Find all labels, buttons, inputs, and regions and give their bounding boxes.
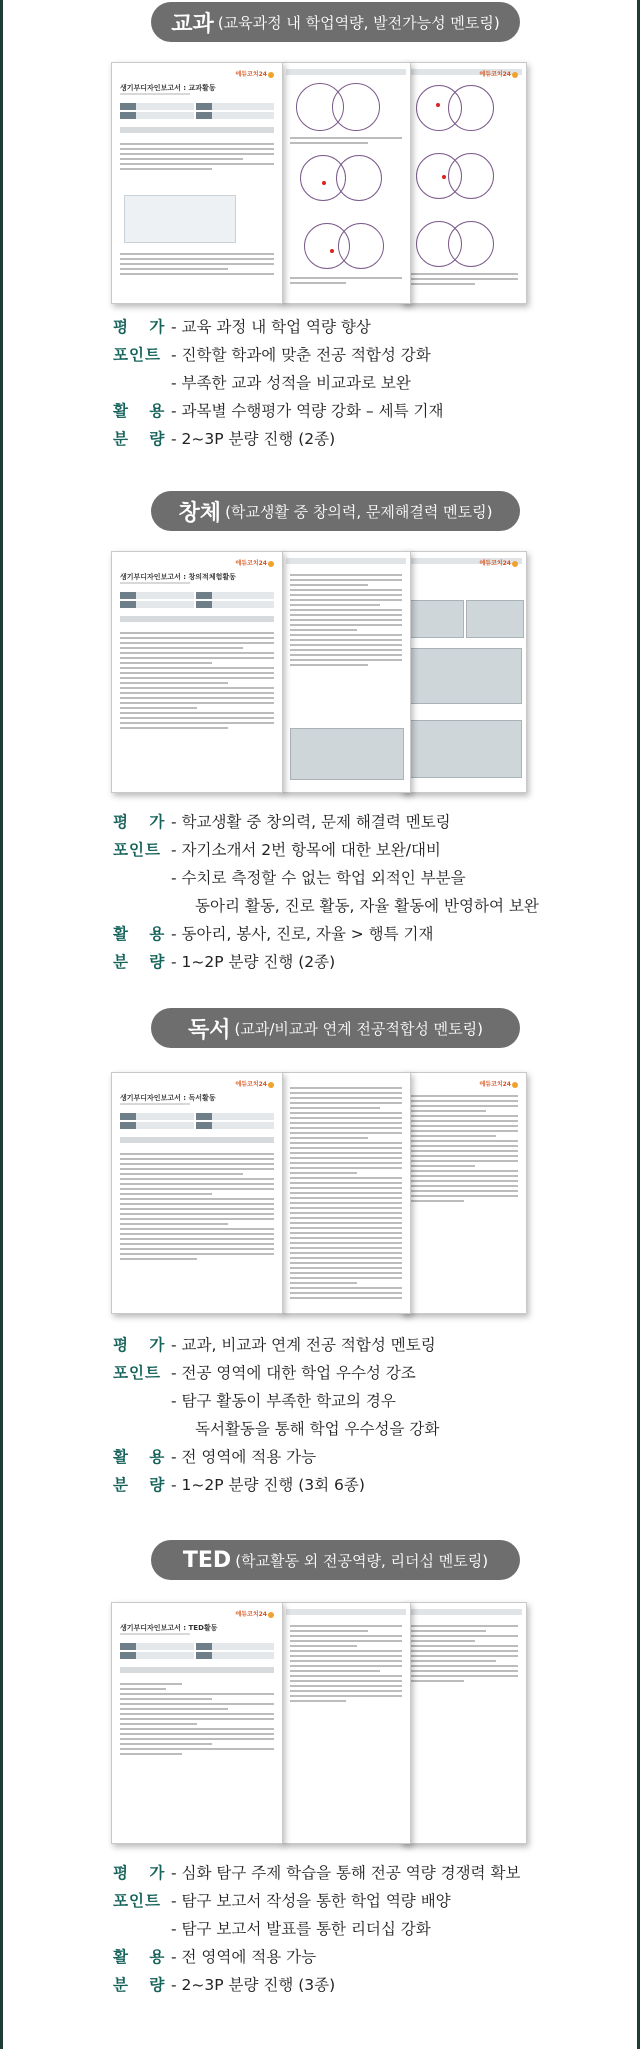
report-page-1 (111, 1602, 283, 1844)
row-value: - 자기소개서 2번 항목에 대한 보완/대비 (171, 841, 441, 859)
red-point-icon (330, 249, 334, 253)
logo-dot-icon (512, 1082, 518, 1088)
row-value: - 탐구 활동이 부족한 학교의 경우 (171, 1392, 396, 1410)
report-page-3 (401, 551, 527, 793)
photo (410, 648, 522, 704)
photo (466, 600, 524, 638)
row-value: 독서활동을 통해 학업 우수성을 강화 (195, 1420, 440, 1438)
row-value: - 동아리, 봉사, 진로, 자율 > 행특 기재 (171, 925, 434, 943)
logo: 에듀코치24 (479, 558, 518, 567)
doc-title: 생기부디자인보고서 : 창의적체험활동 (120, 573, 236, 581)
diagram-circle (448, 85, 494, 131)
report-page-1 (111, 551, 283, 793)
report-page-3 (401, 1602, 527, 1844)
logo-dot-icon (268, 561, 274, 567)
section-subtitle: (학교생활 중 창의력, 문제해결력 멘토링) (225, 502, 493, 521)
row-value: - 학교생활 중 창의력, 문제 해결력 멘토링 (171, 813, 451, 831)
row-label: 평 가 (113, 1336, 173, 1354)
row-value: - 1~2P 분량 진행 (3회 6종) (171, 1476, 365, 1494)
row-value: - 전공 영역에 대한 학업 우수성 강조 (171, 1364, 416, 1382)
diagram-circle (448, 221, 494, 267)
doc-title: 생기부디자인보고서 : 독서활동 (120, 1094, 216, 1102)
row-value: 동아리 활동, 진로 활동, 자율 활동에 반영하여 보완 (195, 897, 539, 915)
section-title: 독서 (188, 1017, 231, 1043)
row-value: - 탐구 보고서 작성을 통한 학업 역량 배양 (171, 1892, 451, 1910)
logo: 에듀코치24 (235, 1609, 274, 1618)
section-details (113, 312, 633, 452)
logo-dot-icon (512, 561, 518, 567)
row-label: 포인트 (113, 841, 161, 859)
row-label: 활 용 (113, 1448, 173, 1466)
report-page-2 (281, 62, 411, 304)
report-preview (111, 1602, 525, 1842)
row-value: - 부족한 교과 성적을 비교과로 보완 (171, 374, 411, 392)
red-point-icon (322, 181, 326, 185)
report-page-3 (401, 62, 527, 304)
section-title: 교과 (171, 11, 214, 37)
logo: 에듀코치24 (479, 69, 518, 78)
logo-dot-icon (268, 72, 274, 78)
photo (290, 728, 404, 780)
diagram-circle (338, 223, 384, 269)
doc-title: 생기부디자인보고서 : TED활동 (120, 1624, 218, 1632)
diagram-circle (448, 153, 494, 199)
report-page-2 (281, 551, 411, 793)
logo-dot-icon (512, 72, 518, 78)
row-label: 활 용 (113, 402, 173, 420)
row-label: 분 량 (113, 1476, 173, 1494)
section-title-pill (151, 1540, 520, 1580)
row-value: - 전 영역에 적용 가능 (171, 1448, 317, 1466)
diagram-circle (332, 83, 380, 131)
report-page-3 (401, 1072, 527, 1314)
row-label: 평 가 (113, 318, 173, 336)
photo (410, 720, 522, 778)
section-details (113, 1330, 633, 1498)
section-subtitle: (학교활동 외 전공역량, 리더십 멘토링) (235, 1551, 489, 1570)
report-page-1 (111, 62, 283, 304)
doc-title: 생기부디자인보고서 : 교과활동 (120, 84, 216, 92)
row-label: 포인트 (113, 1892, 161, 1910)
section-title-pill (151, 2, 520, 42)
row-label: 분 량 (113, 430, 173, 448)
info-table (120, 1643, 274, 1661)
section-title: TED (182, 1547, 232, 1573)
info-table (120, 592, 274, 610)
logo: 에듀코치24 (235, 558, 274, 567)
section-title: 창체 (178, 500, 222, 526)
row-value: - 수치로 측정할 수 없는 학업 외적인 부분을 (171, 869, 466, 887)
row-value: - 2~3P 분량 진행 (3종) (171, 1976, 336, 1994)
row-value: - 탐구 보고서 발표를 통한 리더십 강화 (171, 1920, 431, 1938)
red-point-icon (436, 103, 440, 107)
row-value: - 1~2P 분량 진행 (2종) (171, 953, 336, 971)
report-page-1 (111, 1072, 283, 1314)
row-label: 평 가 (113, 813, 173, 831)
section-subtitle: (교과/비교과 연계 전공적합성 멘토링) (234, 1019, 483, 1038)
row-value: - 교과, 비교과 연계 전공 적합성 멘토링 (171, 1336, 436, 1354)
row-label: 포인트 (113, 1364, 161, 1382)
report-page-2 (281, 1072, 411, 1314)
report-preview (111, 551, 525, 791)
row-label: 분 량 (113, 953, 173, 971)
logo: 에듀코치24 (235, 1079, 274, 1088)
section-details (113, 1858, 633, 1998)
section-title-pill (151, 491, 520, 531)
row-value: - 과목별 수행평가 역량 강화 – 세특 기재 (171, 402, 444, 420)
row-label: 활 용 (113, 1948, 173, 1966)
row-label: 포인트 (113, 346, 161, 364)
info-table (120, 103, 274, 121)
logo-dot-icon (268, 1082, 274, 1088)
row-label: 분 량 (113, 1976, 173, 1994)
report-page-2 (281, 1602, 411, 1844)
logo: 에듀코치24 (479, 1079, 518, 1088)
logo: 에듀코치24 (235, 69, 274, 78)
photo (406, 600, 464, 638)
info-table (120, 1113, 274, 1131)
report-preview (111, 62, 525, 302)
report-preview (111, 1072, 525, 1312)
logo-dot-icon (268, 1612, 274, 1618)
row-value: - 진학할 학과에 맞춘 전공 적합성 강화 (171, 346, 431, 364)
red-point-icon (442, 175, 446, 179)
diagram-circle (336, 155, 382, 201)
row-label: 평 가 (113, 1864, 173, 1882)
row-label: 활 용 (113, 925, 173, 943)
section-details (113, 807, 633, 975)
row-value: - 교육 과정 내 학업 역량 향상 (171, 318, 371, 336)
row-value: - 심화 탐구 주제 학습을 통해 전공 역량 경쟁력 확보 (171, 1864, 521, 1882)
row-value: - 2~3P 분량 진행 (2종) (171, 430, 336, 448)
row-value: - 전 영역에 적용 가능 (171, 1948, 317, 1966)
section-title-pill (151, 1008, 520, 1048)
section-subtitle: (교육과정 내 학업역량, 발전가능성 멘토링) (217, 13, 500, 32)
figure (124, 195, 236, 243)
